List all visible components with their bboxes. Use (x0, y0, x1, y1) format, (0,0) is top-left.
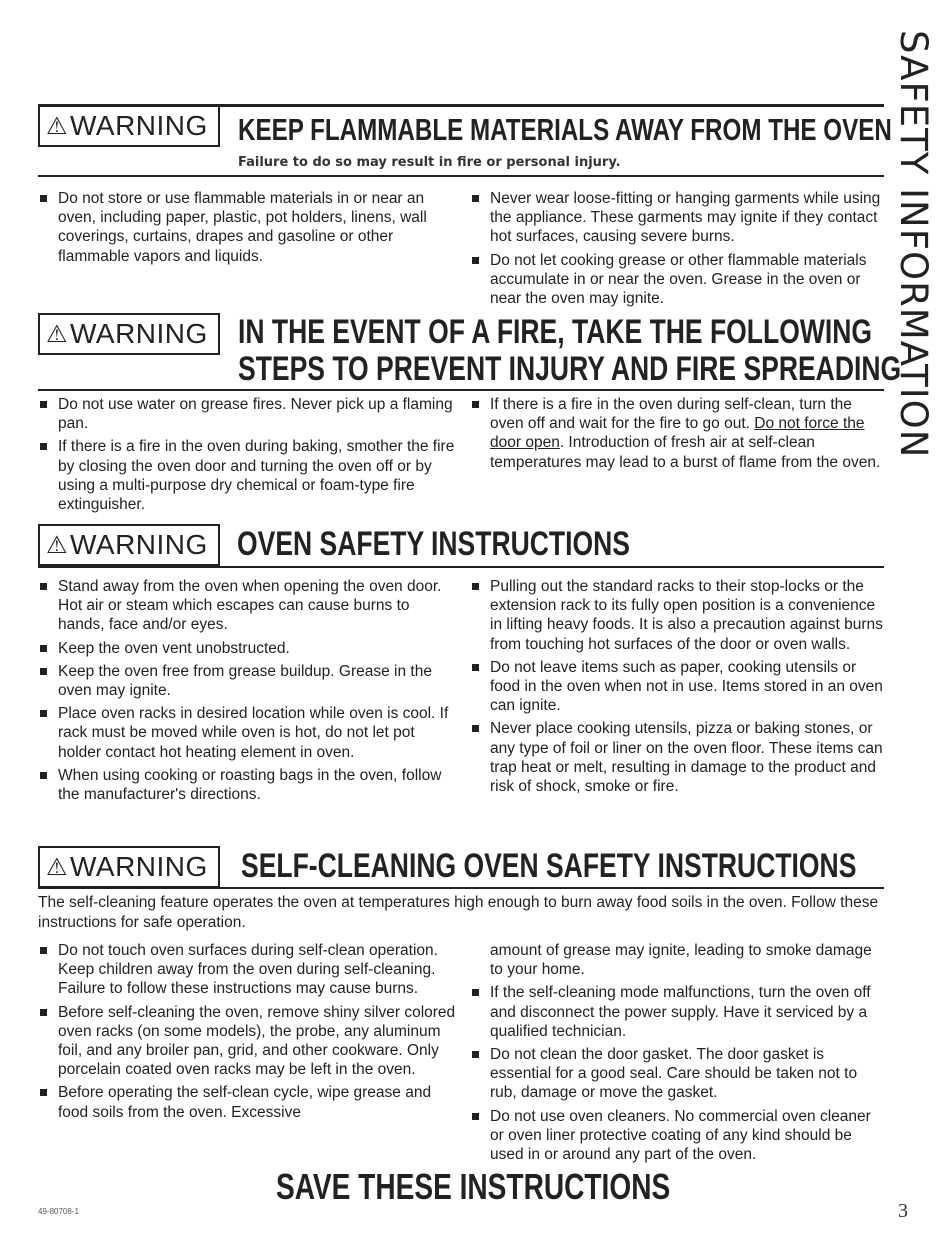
section-4-intro: The self-cleaning feature operates the oven at temperatures high enough to burn away food soils in the oven. Follow these instructions for safe operation. (38, 894, 879, 931)
section-2-title-line2: STEPS TO PREVENT INJURY AND FIRE SPREADING (238, 350, 902, 388)
list-item: Never wear loose-fitting or hanging garments while using the appliance. These garments may ignite if they contact hot surfaces, causing severe burns. (470, 189, 885, 247)
list-item: Before self-cleaning the oven, remove shiny silver colored oven racks (on some models), the probe, any aluminum foil, and any broiler pan, grid, and other cookware. Only porcelain coated oven racks may be left in the oven. (38, 1003, 458, 1080)
side-section-tab (885, 30, 945, 459)
list-item: Pulling out the standard racks to their stop-locks or the extension rack to its fully open position is a convenience in lifting heavy foods. It is also a precaution against burns from touching hot surfaces of the door or oven walls. (470, 577, 885, 654)
section-3-rule (38, 566, 884, 568)
underlined-text: Do not force the door open (490, 415, 865, 452)
side-tab-label: SAFETY INFORMATION (892, 30, 935, 459)
list-item: Do not use oven cleaners. No commercial oven cleaner or oven liner protective coating of any kind should be used in or around any part of the oven. (470, 1107, 885, 1165)
list-item: Never place cooking utensils, pizza or baking stones, or any type of foil or liner on the oven floor. These items can trap heat or melt, resulting in damage to the product and risk of shock, smoke or fire. (470, 719, 885, 796)
warning-label-2: ⚠WARNING (38, 313, 220, 355)
warning-label-4: ⚠WARNING (38, 846, 220, 888)
warning-label-1: ⚠WARNING (38, 107, 220, 147)
list-item: Do not leave items such as paper, cooking utensils or food in the oven when not in use. Items stored in an oven can ignite. (470, 658, 885, 716)
list-item: Stand away from the oven when opening the oven door. Hot air or steam which escapes can cause burns to hands, face and/or eyes. (38, 577, 458, 635)
section-3-title: OVEN SAFETY INSTRUCTIONS (237, 525, 630, 563)
document-number: 49-80708-1 (38, 1207, 79, 1216)
list-item: Do not store or use flammable materials in or near an oven, including paper, plastic, pot holders, linens, wall coverings, curtains, drapes and gasoline or other flammable vapors and liquids. (38, 189, 458, 266)
warning-triangle-icon: ⚠ (46, 321, 69, 348)
section-3-right-column (470, 577, 885, 800)
warning-triangle-icon: ⚠ (46, 532, 69, 559)
list-item: If there is a fire in the oven during self-clean, turn the oven off and wait for the fire to go out. Do not force the door open. Introduction of fresh air at self-clean temperatures may lead to a burst of flame from the oven. (470, 395, 885, 472)
section-2-right-column (470, 395, 885, 476)
list-item: If the self-cleaning mode malfunctions, turn the oven off and disconnect the power supply. Have it serviced by a qualified technician. (470, 983, 885, 1041)
list-item: If there is a fire in the oven during baking, smother the fire by closing the oven door and turning the oven off or by using a multi-purpose dry chemical or foam-type fire extinguisher. (38, 437, 458, 514)
section-4-rule (38, 887, 884, 889)
section-4-title: SELF-CLEANING OVEN SAFETY INSTRUCTIONS (241, 847, 857, 885)
list-item: Do not touch oven surfaces during self-clean operation. Keep children away from the oven during self-cleaning. Failure to follow these instructions may cause burns. (38, 941, 458, 999)
list-item: When using cooking or roasting bags in the oven, follow the manufacturer's directions. (38, 766, 458, 804)
section-1-rule (38, 175, 884, 177)
section-2-title-line1: IN THE EVENT OF A FIRE, TAKE THE FOLLOWING (238, 313, 873, 351)
section-1-right-column (470, 189, 885, 312)
section-1-subtitle: Failure to do so may result in fire or personal injury. (238, 155, 621, 170)
warning-label-3: ⚠WARNING (38, 524, 220, 566)
section-1-left-column (38, 189, 458, 270)
save-instructions-heading: SAVE THESE INSTRUCTIONS (276, 1166, 671, 1207)
list-item: Keep the oven vent unobstructed. (38, 639, 458, 658)
section-1-title: KEEP FLAMMABLE MATERIALS AWAY FROM THE OVEN (238, 112, 892, 147)
list-item: Keep the oven free from grease buildup. Grease in the oven may ignite. (38, 662, 458, 700)
warning-triangle-icon: ⚠ (46, 854, 69, 881)
list-item: Do not use water on grease fires. Never pick up a flaming pan. (38, 395, 458, 433)
section-4-right-column (470, 941, 885, 1168)
section-2-left-column (38, 395, 458, 518)
section-3-left-column (38, 577, 458, 808)
warning-triangle-icon: ⚠ (46, 113, 69, 140)
list-item: Before operating the self-clean cycle, wipe grease and food soils from the oven. Excessive (38, 1083, 458, 1121)
list-item: Do not let cooking grease or other flammable materials accumulate in or near the oven. Grease in the oven or near the oven may ignite. (470, 251, 885, 309)
list-item: Place oven racks in desired location while oven is cool. If rack must be moved while oven is hot, do not let pot holder contact hot heating element in oven. (38, 704, 458, 762)
list-item: Do not clean the door gasket. The door gasket is essential for a good seal. Care should be taken not to rub, damage or move the gasket. (470, 1045, 885, 1103)
section-4-left-column (38, 941, 458, 1126)
list-item-continued: amount of grease may ignite, leading to smoke damage to your home. (490, 942, 872, 979)
section-2-rule (38, 389, 884, 391)
page-number: 3 (898, 1200, 908, 1222)
